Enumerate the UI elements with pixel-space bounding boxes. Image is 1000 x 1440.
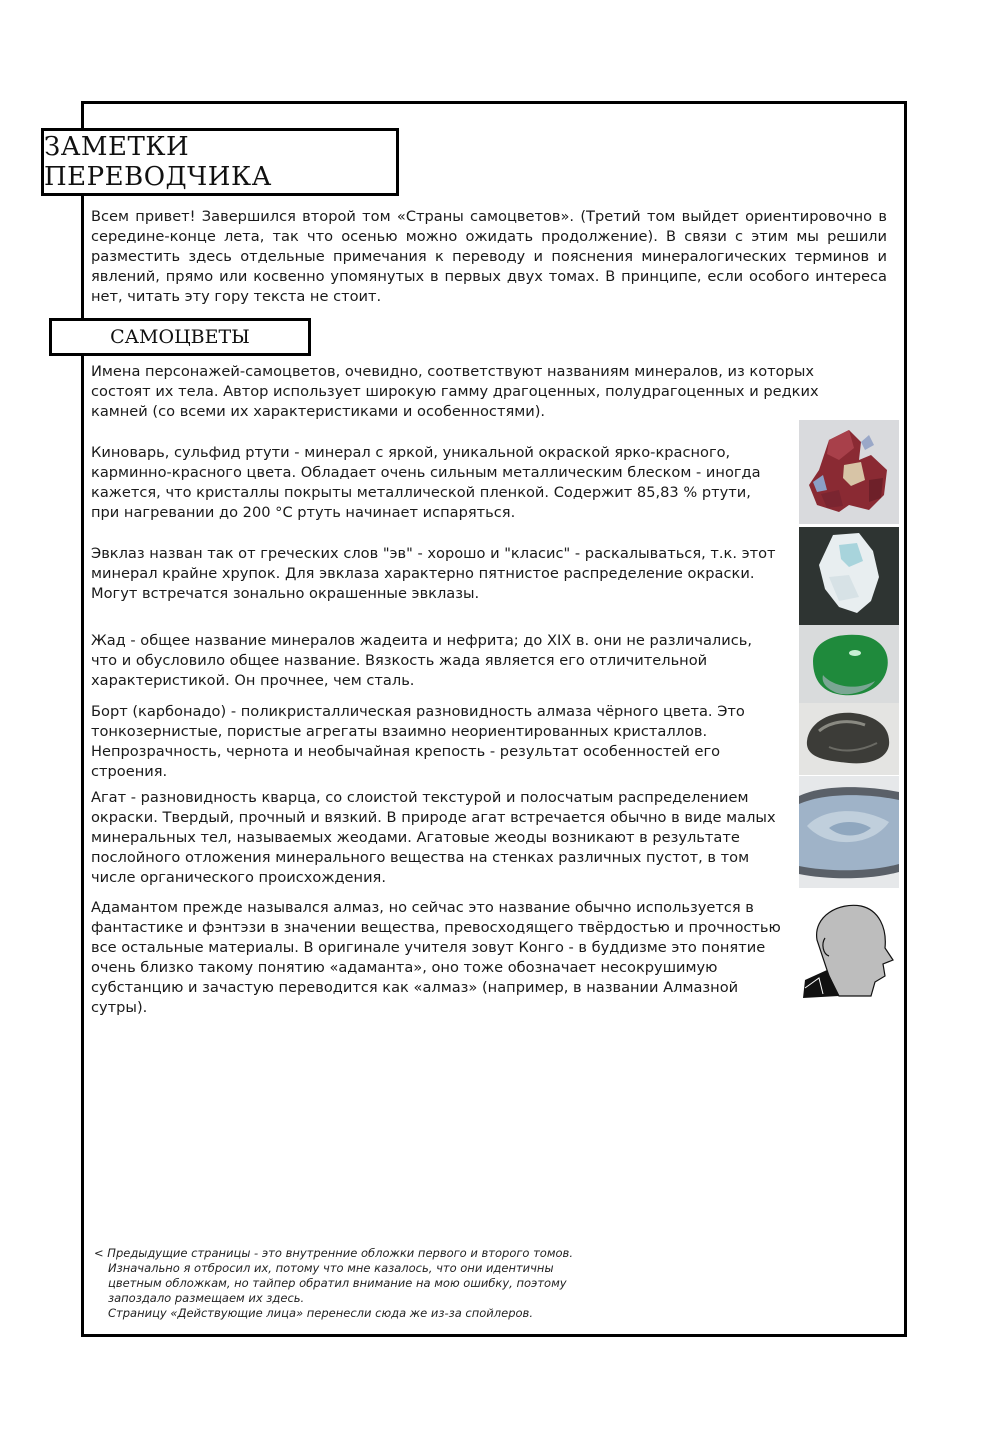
cinnabar-photo — [799, 420, 899, 524]
jade-photo — [799, 625, 899, 703]
section-heading — [49, 318, 311, 356]
page-title — [41, 128, 399, 196]
footnote-line: Страницу «Действующие лица» перенесли сюда же из-за спойлеров. — [108, 1306, 533, 1320]
footnote-line: цветным обложкам, но тайпер обратил внимание на мою ошибку, поэтому — [108, 1276, 567, 1290]
footnote-line: < Предыдущие страницы - это внутренние обложки первого и второго томов. — [94, 1246, 573, 1260]
sensei-portrait — [799, 898, 899, 1002]
footnote-line: Изначально я отбросил их, потому что мне казалось, что они идентичны — [108, 1261, 554, 1275]
euclase-photo — [799, 527, 899, 625]
entry-cinnabar: Киноварь, сульфид ртути - минерал с яркой, уникальной окраской ярко-красного, карминно-красного цвета. Обладает очень сильным металлическим блеском - иногда кажется, что кристаллы покрыты металлической пленкой. Содержит 85,83 % ртути, при нагревании до 200 °С ртуть начинает испаряться. — [91, 444, 761, 521]
footnote — [94, 1246, 734, 1321]
intro-paragraph: Всем привет! Завершился второй том «Страны самоцветов». (Третий том выйдет ориентировочно в середине-конце лета, так что осенью можно ожидать продолжение). В связи с этим мы решили разместить здесь отдельные примечания к переводу и пояснения минералогических терминов и явлений, прямо или косвенно упомянутых в первых двух томах. В принципе, если особого интереса нет, читать эту гору текста не стоит. — [91, 208, 887, 305]
footnote-line: запоздало размещаем их здесь. — [108, 1291, 305, 1305]
bort-photo — [799, 703, 899, 775]
page-title-text: ЗАМЕТКИ ПЕРЕВОДЧИКА — [44, 132, 272, 192]
entry-jade: Жад - общее название минералов жадеита и нефрита; до XIX в. они не различались, что и обусловило общее название. Вязкость жада является его отличительной характеристикой. Он прочнее, чем сталь. — [91, 632, 752, 689]
agate-photo — [799, 776, 899, 888]
section-heading-text: САМОЦВЕТЫ — [110, 326, 250, 348]
entry-euclase: Эвклаз назван так от греческих слов "эв" - хорошо и "класис" - раскалываться, т.к. этот минерал крайне хрупок. Для эвклаза характерно пятнистое распределение окраски. Могут встречатся зонально окрашенные эвклазы. — [91, 545, 776, 602]
entry-agate: Агат - разновидность кварца, со слоистой текстурой и полосчатым распределением окраски. Твердый, прочный и вязкий. В природе агат встречается обычно в виде малых минеральных тел, называемых жеодами. Агатовые жеоды возникают в результате послойного отложения минерального вещества на стенках различных пустот, в том числе органического происхождения. — [91, 789, 776, 886]
entry-adamant: Адамантом прежде назывался алмаз, но сейчас это название обычно используется в фантастике и фэнтэзи в значении вещества, превосходящего твёрдостью и прочностью все остальные материалы. В оригинале учителя зовут Конго - в буддизме это понятие очень близко такому понятию «адаманта», оно тоже обозначает несокрушимую субстанцию и зачастую переводится как «алмаз» (например, в названии Алмазной сутры). — [91, 899, 781, 1016]
section-lead-paragraph: Имена персонажей-самоцветов, очевидно, соответствуют названиям минералов, из которых состоят их тела. Автор использует широкую гамму драгоценных, полудрагоценных и редких камней (со всеми их характеристиками и особенностями). — [91, 363, 819, 420]
entry-bort: Борт (карбонадо) - поликристаллическая разновидность алмаза чёрного цвета. Это тонкозернистые, пористые агрегаты взаимно неориентированных кристаллов. Непрозрачность, чернота и необычайная крепость - результат особенностей его строения. — [91, 703, 745, 780]
